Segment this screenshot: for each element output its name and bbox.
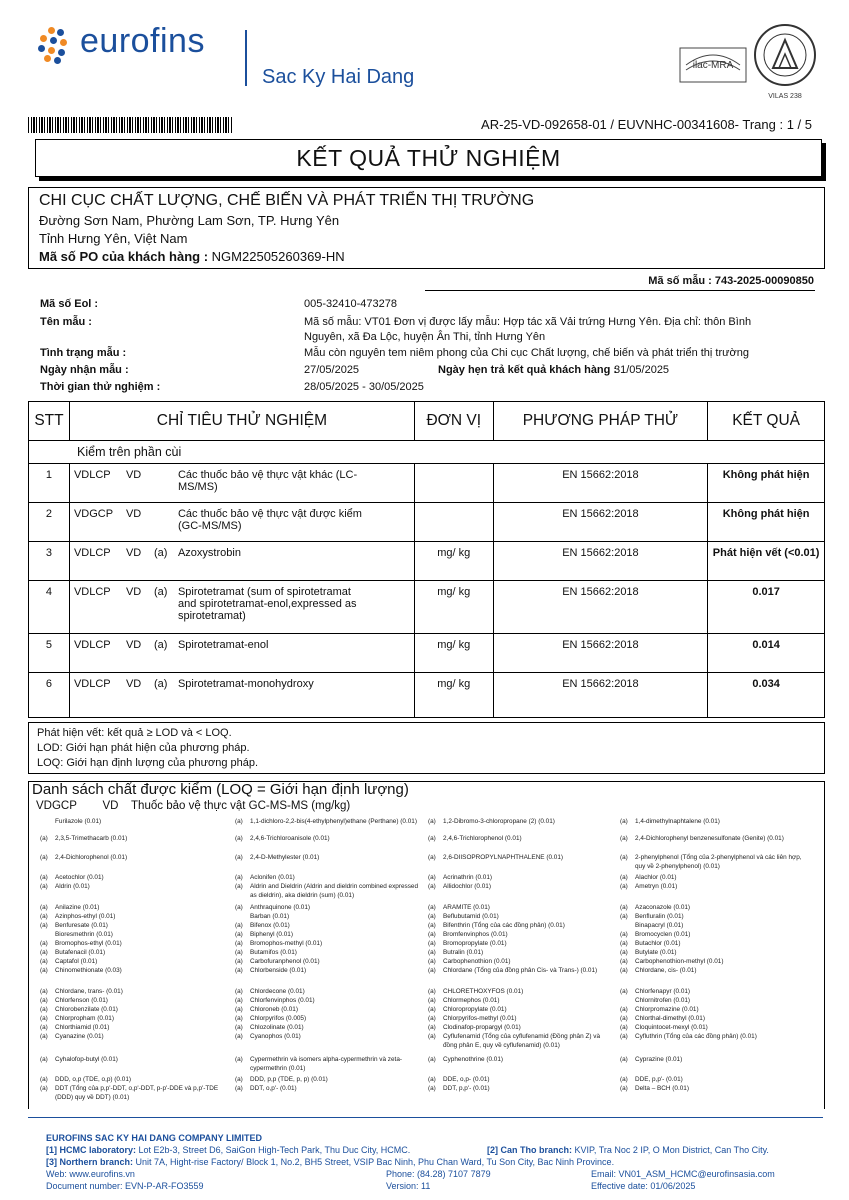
sample-id: Mã số mẫu : 743-2025-00090850 [648,275,814,287]
footer-company: EUROFINS SAC KY HAI DANG COMPANY LIMITED [46,1133,263,1143]
row-lab: VD [125,586,142,598]
footer-email: Email: VN01_ASM_HCMC@eurofinsasia.com [591,1169,775,1179]
sample-status-value: Mẫu còn nguyên tem niêm phong của Chi cục Chất lượng, chế biến và phát triển thị trường [304,347,749,359]
row-stt: 4 [45,586,53,598]
note-trace: Phát hiện vết: kết quả ≥ LOD và < LOQ. [37,727,232,739]
footer-lab-3: [3] Northern branch: Unit 7A, Hight-rise Factory/ Block 1, No.2, BH5 Street, VSIP Bac Ninh, Phu Chan Ward, Tu Son City, Bac Ninh Province. [46,1157,615,1167]
footer-phone: Phone: (84.28) 7107 7879 [386,1169,491,1179]
row-stt: 6 [45,678,53,690]
row-parameter: Spirotetramat (sum of spirotetramat and spirotetramat-enol,expressed as spirotetramat) [177,586,357,622]
received-date-label: Ngày nhận mẫu : [40,364,129,376]
notes-box [28,722,825,774]
eurofins-logo-icon [38,27,76,63]
footer-effective-date: Effective date: 01/06/2025 [591,1181,696,1191]
row-result: 0.034 [752,678,780,690]
due-date-value: 31/05/2025 [614,364,670,376]
table-row [29,503,825,542]
barcode [28,117,232,133]
row-method: EN 15662:2018 [562,508,639,520]
row-unit: mg/ kg [437,586,471,598]
header-result: KẾT QUẢ [708,402,825,441]
row-lab: VD [125,547,142,559]
eol-label: Mã số Eol : [40,298,99,310]
test-period-label: Thời gian thử nghiệm : [40,381,161,393]
client-po: Mã số PO của khách hàng : NGM22505260369-HN [39,249,345,264]
row-accreditation: (a) [153,586,168,598]
brand-subtitle: Sac Ky Hai Dang [262,66,415,88]
sample-status-label: Tình trạng mẫu : [40,347,127,359]
row-result: 0.017 [752,586,780,598]
table-row [29,634,825,673]
row-method: EN 15662:2018 [562,586,639,598]
sample-name-value-1: Mã số mẫu: VT01 Đơn vị được lấy mẫu: Hợp tác xã Vải trứng Hưng Yên. Địa chỉ: thôn Bình [304,316,752,328]
row-stt: 2 [45,508,53,520]
received-date-value: 27/05/2025 [304,364,360,376]
row-accreditation [154,469,178,493]
header-unit: ĐƠN VỊ [414,402,493,441]
footer-lab-2: [2] Can Tho branch: KVIP, Tra Noc 2 IP, O Mon District, Can Tho City. [487,1145,769,1155]
row-accreditation: (a) [153,547,168,559]
row-code: VDLCP [73,469,111,481]
table-row [29,464,825,503]
sample-name-value-2: Nguyên, xã Đa Lộc, huyện Ân Thi, tỉnh Hưng Yên [304,331,546,343]
row-unit: mg/ kg [437,639,471,651]
row-code: VDLCP [73,639,111,651]
note-lod: LOD: Giới hạn phát hiện của phương pháp. [37,742,250,754]
vilas-number: VILAS 238 [768,93,802,100]
due-date-label: Ngày hẹn trả kết quả khách hàng : [438,364,618,376]
analyte-list-subtitle: VDGCP VD Thuốc bảo vệ thực vật GC-MS-MS (mg/kg) [36,800,351,812]
header-parameter: CHỈ TIÊU THỬ NGHIỆM [69,402,414,441]
note-loq: LOQ: Giới hạn định lượng của phương pháp. [37,757,259,769]
row-lab: VD [125,639,142,651]
row-accreditation [154,508,178,532]
row-parameter: Spirotetramat-monohydroxy [177,678,314,690]
client-address-1: Đường Sơn Nam, Phường Lam Sơn, TP. Hưng Yên [39,213,340,228]
row-stt: 5 [45,639,53,651]
client-address-2: Tỉnh Hưng Yên, Việt Nam [39,231,188,246]
row-method: EN 15662:2018 [562,469,639,481]
client-name: CHI CỤC CHẤT LƯỢNG, CHẾ BIẾN VÀ PHÁT TRIỂN THỊ TRƯỜNG [39,192,535,209]
row-code: VDLCP [73,678,111,690]
row-accreditation: (a) [153,678,168,690]
page-title: KẾT QUẢ THỬ NGHIỆM [296,145,561,171]
brand-name: eurofins [80,22,205,60]
header-method: PHƯƠNG PHÁP THỬ [493,402,708,441]
row-unit: mg/ kg [437,547,471,559]
row-lab: VD [125,678,142,690]
row-unit: mg/ kg [437,678,471,690]
row-parameter: Azoxystrobin [177,547,241,559]
footer-web: Web: www.eurofins.vn [46,1169,135,1179]
results-table [28,401,825,718]
ilac-mra-logo-icon [678,40,748,90]
row-result: Không phát hiện [722,508,810,520]
table-row [29,581,825,634]
row-stt: 3 [45,547,53,559]
footer-lab-1: [1] HCMC laboratory: Lot E2b-3, Street D6, SaiGon High-Tech Park, Thu Duc City, HCMC. [46,1145,411,1155]
row-result: Không phát hiện [722,469,810,481]
report-reference: AR-25-VD-092658-01 / EUVNHC-00341608- Trang : 1 / 5 [481,117,812,132]
row-parameter: Các thuốc bảo vệ thực vật khác (LC-MS/MS) [177,469,358,493]
row-parameter: Các thuốc bảo vệ thực vật được kiểm (GC-MS/MS) [177,508,362,532]
row-result: 0.014 [752,639,780,651]
row-method: EN 15662:2018 [562,639,639,651]
row-method: EN 15662:2018 [562,547,639,559]
eol-value: 005-32410-473278 [304,298,397,310]
test-period-value: 28/05/2025 - 30/05/2025 [304,381,424,393]
title-box [35,139,822,177]
row-lab: VD [125,469,142,481]
sample-name-label: Tên mẫu : [40,316,92,328]
row-code: VDLCP [73,547,111,559]
table-row [29,542,825,581]
section-label: Kiểm trên phần cùi [29,441,825,464]
client-box [28,187,825,269]
header-stt: STT [29,402,70,441]
row-code: VDLCP [73,586,111,598]
row-method: EN 15662:2018 [562,678,639,690]
row-result: Phát hiện vết (<0.01) [712,547,820,559]
table-row [29,673,825,718]
footer-version: Version: 11 [386,1181,431,1191]
footer-rule [28,1117,823,1118]
row-parameter: Spirotetramat-enol [177,639,269,651]
header-divider [245,30,247,86]
vilas-accreditation-logo-icon [752,22,818,102]
row-accreditation: (a) [153,639,168,651]
sample-id-rule [425,290,815,291]
row-stt: 1 [45,469,53,481]
analyte-list-title: Danh sách chất được kiểm (LOQ = Giới hạn định lượng) [32,781,409,798]
row-code: VDGCP [73,508,114,520]
footer-document-number: Document number: EVN-P-AR-FO3559 [46,1181,204,1191]
svg-text:ilac-MRA: ilac-MRA [692,60,734,71]
row-lab: VD [125,508,142,520]
